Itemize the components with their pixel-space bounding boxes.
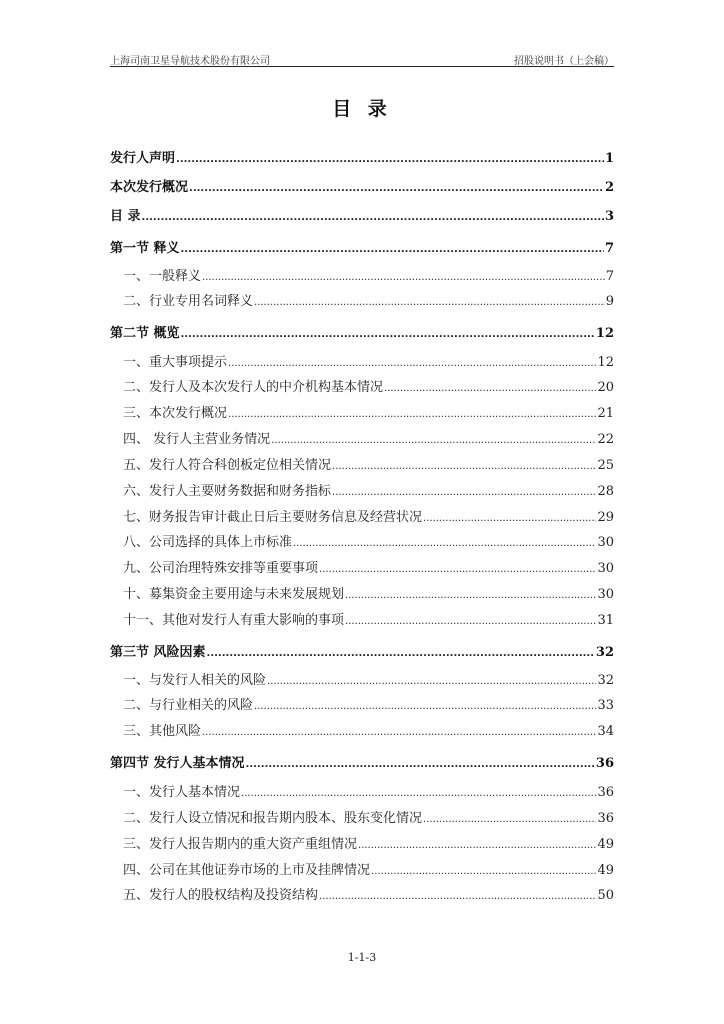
- toc-entry-label: 十一、其他对发行人有重大影响的事项: [123, 613, 345, 628]
- toc-entry-label: 第一节 释义: [110, 241, 180, 256]
- toc-leader-dots: [176, 154, 604, 165]
- toc-leader-dots: [228, 409, 596, 420]
- toc-entry-label: 五、发行人的股权结构及投资结构: [123, 888, 319, 903]
- toc-entry-page: 32: [595, 645, 614, 660]
- toc-entry[interactable]: [110, 265, 614, 285]
- toc-entry-label: 七、财务报告审计截止日后主要财务信息及经营状况: [123, 510, 423, 525]
- toc-entry-label: 第三节 风险因素: [110, 645, 206, 660]
- toc-leader-dots: [189, 183, 604, 194]
- toc-entry[interactable]: [110, 807, 614, 827]
- toc-leader-dots: [345, 616, 596, 627]
- toc-leader-dots: [254, 701, 596, 712]
- header-doc-type: 招股说明书（上会稿）: [514, 56, 614, 67]
- toc-entry-label: 九、公司治理特殊安排等重要事项: [123, 561, 319, 576]
- toc-entry-label: 四、 发行人主营业务情况: [123, 432, 271, 447]
- toc-entry-label: 五、发行人符合科创板定位相关情况: [123, 458, 332, 473]
- toc-leader-dots: [202, 727, 596, 738]
- toc-leader-dots: [267, 676, 596, 687]
- toc-entry[interactable]: [110, 480, 614, 500]
- toc-leader-dots: [228, 358, 596, 369]
- page-number: 1-1-3: [347, 951, 377, 964]
- toc-entry-page: 12: [595, 326, 614, 341]
- toc-entry-page: 1: [604, 151, 614, 166]
- toc-entry[interactable]: [110, 833, 614, 853]
- toc-leader-dots: [241, 788, 596, 799]
- toc-entry[interactable]: [110, 205, 614, 225]
- toc-entry-page: 30: [597, 535, 614, 550]
- toc-entry-label: 三、发行人报告期内的重大资产重组情况: [123, 837, 358, 852]
- toc-leader-dots: [319, 891, 596, 902]
- toc-entry-page: 22: [597, 432, 614, 447]
- toc-entry-label: 二、发行人及本次发行人的中介机构基本情况: [123, 380, 384, 395]
- toc-entry-page: 31: [597, 613, 614, 628]
- toc-leader-dots: [181, 244, 604, 255]
- toc-entry[interactable]: [110, 641, 614, 661]
- toc-leader-dots: [332, 487, 596, 498]
- toc-entry-page: 7: [604, 241, 614, 256]
- toc-entry-label: 发行人声明: [110, 151, 176, 166]
- toc-entry[interactable]: [110, 376, 614, 396]
- toc-leader-dots: [254, 297, 605, 308]
- toc-entry-page: 12: [597, 355, 614, 370]
- header-rule: [110, 66, 614, 67]
- header-company: 上海司南卫星导航技术股份有限公司: [110, 56, 270, 67]
- toc-entry-page: 21: [597, 406, 614, 421]
- toc-entry-page: 49: [597, 837, 614, 852]
- toc-entry-label: 二、发行人设立情况和报告期内股本、股东变化情况: [123, 811, 423, 826]
- toc-entry[interactable]: [110, 669, 614, 689]
- toc-entry-label: 十、募集资金主要用途与未来发展规划: [123, 587, 345, 602]
- toc-entry-label: 四、公司在其他证券市场的上市及挂牌情况: [123, 863, 371, 878]
- page-title: 目 录: [332, 98, 392, 120]
- toc-entry[interactable]: [110, 557, 614, 577]
- toc-leader-dots: [319, 564, 596, 575]
- toc-entry-page: 49: [597, 863, 614, 878]
- toc-entry[interactable]: [110, 402, 614, 422]
- toc-entry[interactable]: [110, 428, 614, 448]
- toc-entry-label: 第四节 发行人基本情况: [110, 756, 245, 771]
- toc-entry[interactable]: [110, 454, 614, 474]
- toc-leader-dots: [246, 759, 595, 770]
- toc-entry-page: 7: [605, 269, 614, 284]
- toc-entry[interactable]: [110, 176, 614, 196]
- toc-entry-page: 20: [597, 380, 614, 395]
- toc-entry-page: 25: [597, 458, 614, 473]
- toc-leader-dots: [423, 814, 596, 825]
- toc-entry[interactable]: [110, 752, 614, 772]
- toc-entry-label: 第二节 概览: [110, 326, 180, 341]
- toc-entry-page: 36: [595, 756, 614, 771]
- toc-entry-page: 3: [604, 209, 614, 224]
- toc-leader-dots: [142, 212, 604, 223]
- toc-entry-page: 28: [597, 484, 614, 499]
- toc-leader-dots: [423, 513, 596, 524]
- toc-entry-label: 三、本次发行概况: [123, 406, 228, 421]
- toc-leader-dots: [271, 435, 596, 446]
- toc-entry[interactable]: [110, 720, 614, 740]
- toc-entry-label: 一、发行人基本情况: [123, 785, 241, 800]
- toc-entry-page: 29: [597, 510, 614, 525]
- toc-entry-page: 33: [597, 698, 614, 713]
- toc-entry-label: 三、其他风险: [123, 724, 202, 739]
- toc-leader-dots: [181, 329, 595, 340]
- toc-entry-label: 目 录: [110, 209, 141, 224]
- toc-entry[interactable]: [110, 506, 614, 526]
- toc-entry-label: 一、与发行人相关的风险: [123, 673, 267, 688]
- toc-entry-page: 34: [597, 724, 614, 739]
- toc-entry[interactable]: [110, 884, 614, 904]
- toc-leader-dots: [293, 538, 596, 549]
- toc-entry-label: 一、一般释义: [123, 269, 202, 284]
- toc-entry-label: 二、与行业相关的风险: [123, 698, 254, 713]
- toc-entry[interactable]: [110, 694, 614, 714]
- toc-entry-label: 本次发行概况: [110, 180, 189, 195]
- toc-entry[interactable]: [110, 322, 614, 342]
- toc-entry-page: 2: [604, 180, 614, 195]
- toc-entry-page: 50: [597, 888, 614, 903]
- toc-entry-page: 9: [605, 294, 614, 309]
- toc-entry-label: 一、重大事项提示: [123, 355, 228, 370]
- toc-entry-page: 32: [597, 673, 614, 688]
- toc-entry-label: 二、行业专用名词释义: [123, 294, 254, 309]
- toc-entry-page: 36: [597, 811, 614, 826]
- page-header: [110, 52, 614, 66]
- toc-entry-page: 30: [597, 561, 614, 576]
- toc-entry-label: 八、公司选择的具体上市标准: [123, 535, 293, 550]
- toc-leader-dots: [345, 590, 596, 601]
- toc-entry-label: 六、发行人主要财务数据和财务指标: [123, 484, 332, 499]
- toc-entry[interactable]: [110, 290, 614, 310]
- toc-leader-dots: [358, 840, 596, 851]
- toc-leader-dots: [371, 866, 596, 877]
- toc-entry[interactable]: [110, 781, 614, 801]
- toc-entry[interactable]: [110, 859, 614, 879]
- toc-entry[interactable]: [110, 531, 614, 551]
- toc-entry-page: 36: [597, 785, 614, 800]
- toc-leader-dots: [207, 648, 595, 659]
- toc-entry[interactable]: [110, 609, 614, 629]
- toc-leader-dots: [202, 272, 605, 283]
- toc-leader-dots: [332, 461, 596, 472]
- toc-entry-page: 30: [597, 587, 614, 602]
- toc-entry[interactable]: [110, 147, 614, 167]
- toc-entry[interactable]: [110, 583, 614, 603]
- toc-entry[interactable]: [110, 351, 614, 371]
- toc-leader-dots: [384, 383, 596, 394]
- toc-entry[interactable]: [110, 237, 614, 257]
